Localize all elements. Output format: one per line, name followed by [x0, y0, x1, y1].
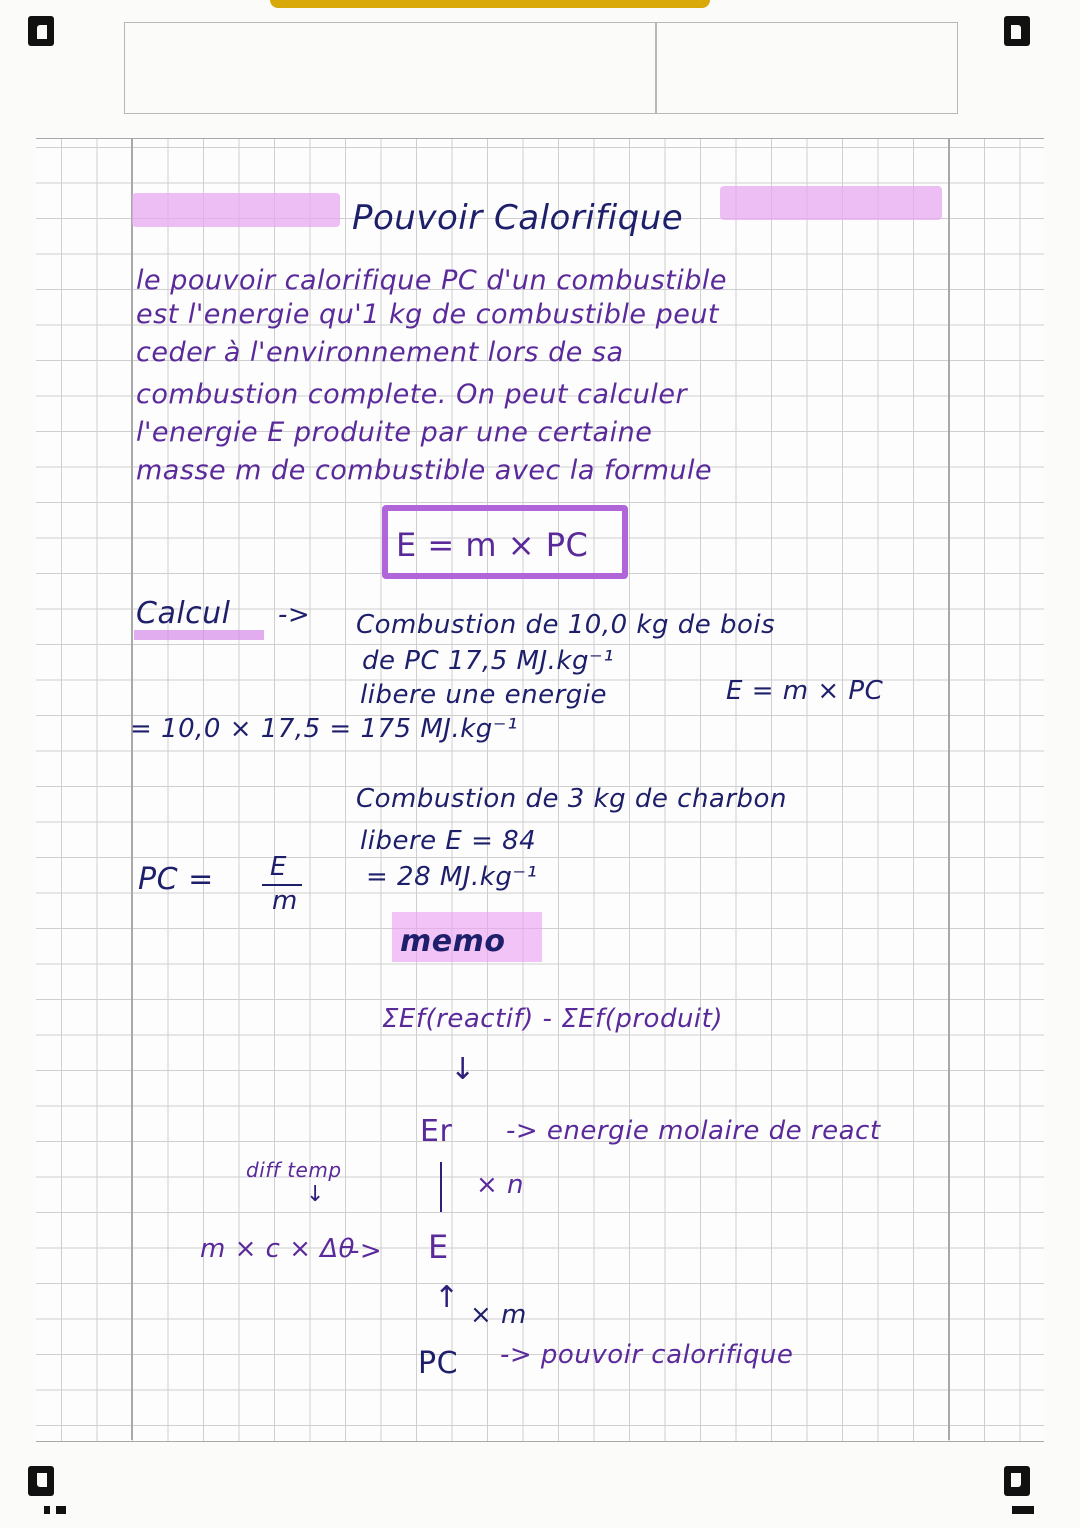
- calcul-underline-highlight: [134, 630, 264, 640]
- main-formula: E = m × PC: [396, 526, 589, 564]
- example2-result: = 28 MJ.kg⁻¹: [366, 862, 538, 892]
- heat-expression: m × c × Δθ: [200, 1234, 355, 1264]
- definition-line: combustion complete. On peut calculer: [136, 379, 688, 410]
- arrow-shaft: [440, 1162, 442, 1212]
- scan-marker-bottom-left-icon: [28, 1466, 54, 1496]
- header-divider: [655, 23, 657, 113]
- scan-mark: [1012, 1506, 1034, 1514]
- diff-temp-note: diff temp: [246, 1158, 342, 1182]
- left-margin-line: [131, 138, 133, 1440]
- scan-marker-bottom-right-icon: [1004, 1466, 1030, 1496]
- pc-label: PC: [418, 1346, 459, 1381]
- page-title: Pouvoir Calorifique: [352, 198, 684, 238]
- pc-formula-lhs: PC =: [138, 862, 214, 897]
- er-description: -> energie molaire de react: [506, 1116, 881, 1146]
- arrow-down-small-icon: ↓: [306, 1182, 325, 1207]
- fraction-denominator: m: [272, 886, 298, 916]
- example1-formula: E = m × PC: [726, 676, 884, 706]
- arrow-down-icon: ↓: [450, 1052, 476, 1087]
- definition-line: l'energie E produite par une certaine: [136, 417, 653, 448]
- definition-line: le pouvoir calorifique PC d'un combustible: [136, 265, 728, 296]
- title-highlight-left: [132, 193, 340, 227]
- fraction-numerator: E: [270, 852, 287, 882]
- e-label: E: [428, 1228, 449, 1266]
- memo-label: memo: [400, 924, 506, 959]
- example1-result: = 10,0 × 17,5 = 175 MJ.kg⁻¹: [130, 714, 518, 744]
- right-margin-line: [948, 138, 950, 1440]
- scan-mark: [44, 1506, 50, 1514]
- calcul-arrow: ->: [278, 600, 311, 630]
- definition-line: ceder à l'environnement lors de sa: [136, 337, 624, 368]
- example1-line1: Combustion de 10,0 kg de bois: [356, 610, 776, 640]
- heat-arrow: ->: [350, 1236, 383, 1266]
- calcul-label: Calcul: [136, 596, 231, 631]
- title-highlight-right: [720, 186, 942, 220]
- header-box: [124, 22, 958, 114]
- scan-marker-top-left-icon: [28, 16, 54, 46]
- scan-mark: [56, 1506, 66, 1514]
- er-label: Er: [420, 1114, 453, 1149]
- example1-line2: de PC 17,5 MJ.kg⁻¹: [362, 646, 615, 676]
- memo-sum-expression: ΣEf(reactif) - ΣEf(produit): [382, 1004, 723, 1034]
- example1-line3: libere une energie: [360, 680, 607, 710]
- definition-line: est l'energie qu'1 kg de combustible peut: [136, 299, 720, 330]
- scan-marker-top-right-icon: [1004, 16, 1030, 46]
- times-n-label: × n: [476, 1170, 525, 1200]
- definition-line: masse m de combustible avec la formule: [136, 455, 713, 486]
- arrow-up-icon: ↑: [434, 1280, 460, 1315]
- yellow-page-tab: [270, 0, 710, 8]
- example2-line2: libere E = 84: [360, 826, 537, 856]
- times-m-label: × m: [470, 1300, 527, 1330]
- example2-line1: Combustion de 3 kg de charbon: [356, 784, 787, 814]
- pc-description: -> pouvoir calorifique: [500, 1340, 794, 1370]
